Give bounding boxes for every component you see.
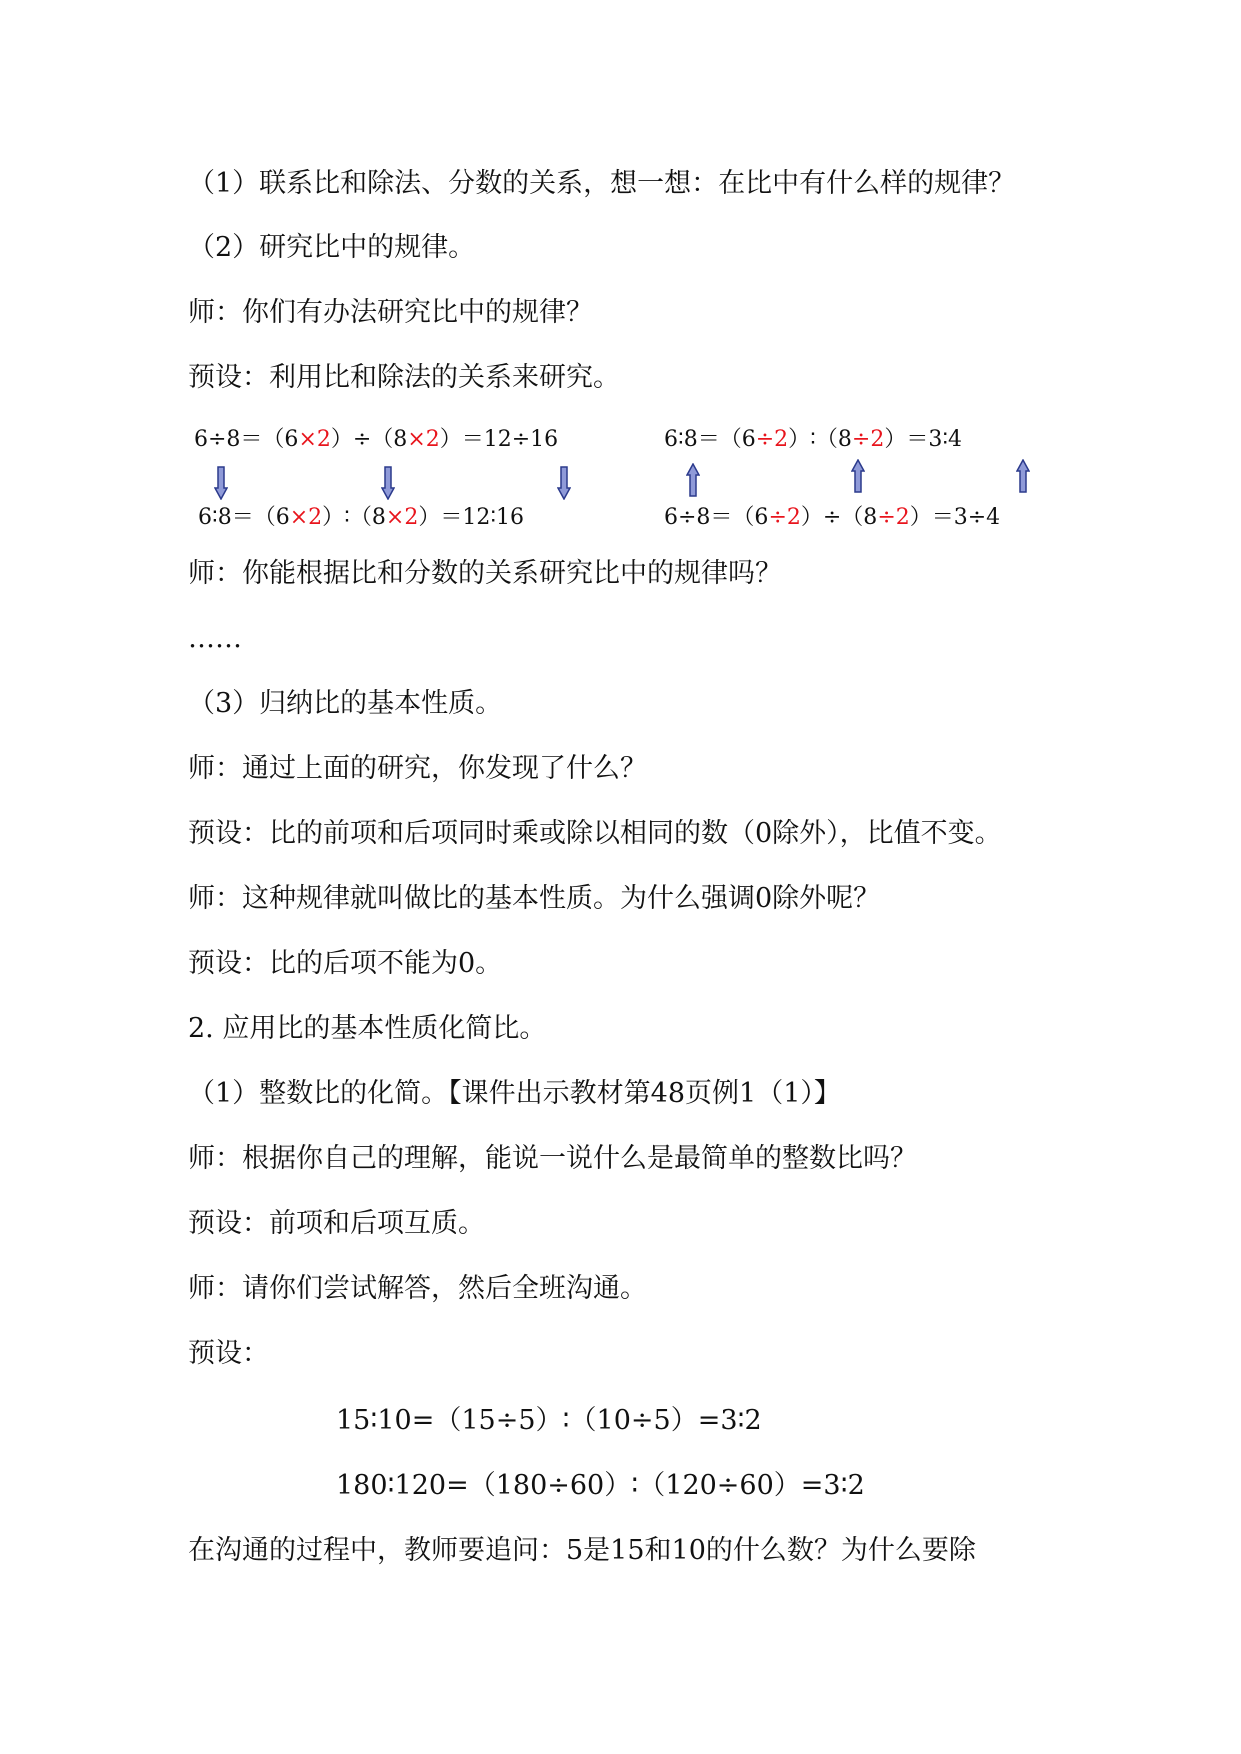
line-11: 2. 应用比的基本性质化简比。	[188, 1013, 547, 1044]
line-2: （2）研究比中的规律。	[188, 232, 476, 263]
line-13: 师：根据你自己的理解，能说一说什么是最简单的整数比吗？	[188, 1143, 917, 1174]
down-arrow-icon	[381, 466, 395, 500]
equation-left-top: 6÷8＝（6×2）÷（8×2）＝12÷16	[194, 427, 559, 452]
line-3: 师：你们有办法研究比中的规律？	[188, 297, 593, 328]
up-arrow-icon	[1016, 459, 1030, 493]
line-12: （1）整数比的化简。【课件出示教材第48页例1（1）】	[188, 1078, 841, 1109]
up-arrow-icon	[851, 459, 865, 493]
up-arrow-icon	[686, 463, 700, 497]
line-5: 师：你能根据比和分数的关系研究比中的规律吗？	[188, 558, 782, 589]
line-16: 预设：	[188, 1338, 269, 1369]
ellipsis-line: ……	[188, 623, 242, 654]
down-arrow-icon	[557, 466, 571, 500]
line-15: 师：请你们尝试解答，然后全班沟通。	[188, 1273, 647, 1304]
line-1: （1）联系比和除法、分数的关系，想一想：在比中有什么样的规律？	[188, 168, 1016, 199]
equation-simplify-1: 15∶10=（15÷5）∶（10÷5）=3∶2	[336, 1405, 762, 1436]
line-6: （3）归纳比的基本性质。	[188, 688, 503, 719]
equation-right-top: 6∶8＝（6÷2）∶（8÷2）＝3∶4	[664, 427, 963, 452]
line-9: 师：这种规律就叫做比的基本性质。为什么强调0除外呢？	[188, 883, 881, 914]
line-7: 师：通过上面的研究，你发现了什么？	[188, 753, 647, 784]
down-arrow-icon	[214, 466, 228, 500]
equation-simplify-2: 180∶120=（180÷60）∶（120÷60）=3∶2	[336, 1470, 865, 1501]
line-10: 预设：比的后项不能为0。	[188, 948, 503, 979]
line-17: 在沟通的过程中，教师要追问：5是15和10的什么数？为什么要除	[188, 1535, 976, 1566]
line-14: 预设：前项和后项互质。	[188, 1208, 485, 1239]
line-8: 预设：比的前项和后项同时乘或除以相同的数（0除外），比值不变。	[188, 818, 1002, 849]
line-4: 预设：利用比和除法的关系来研究。	[188, 362, 620, 393]
equation-left-bottom: 6∶8＝（6×2）∶（8×2）＝12∶16	[198, 505, 525, 530]
equation-right-bottom: 6÷8＝（6÷2）÷（8÷2）＝3÷4	[664, 505, 1001, 530]
